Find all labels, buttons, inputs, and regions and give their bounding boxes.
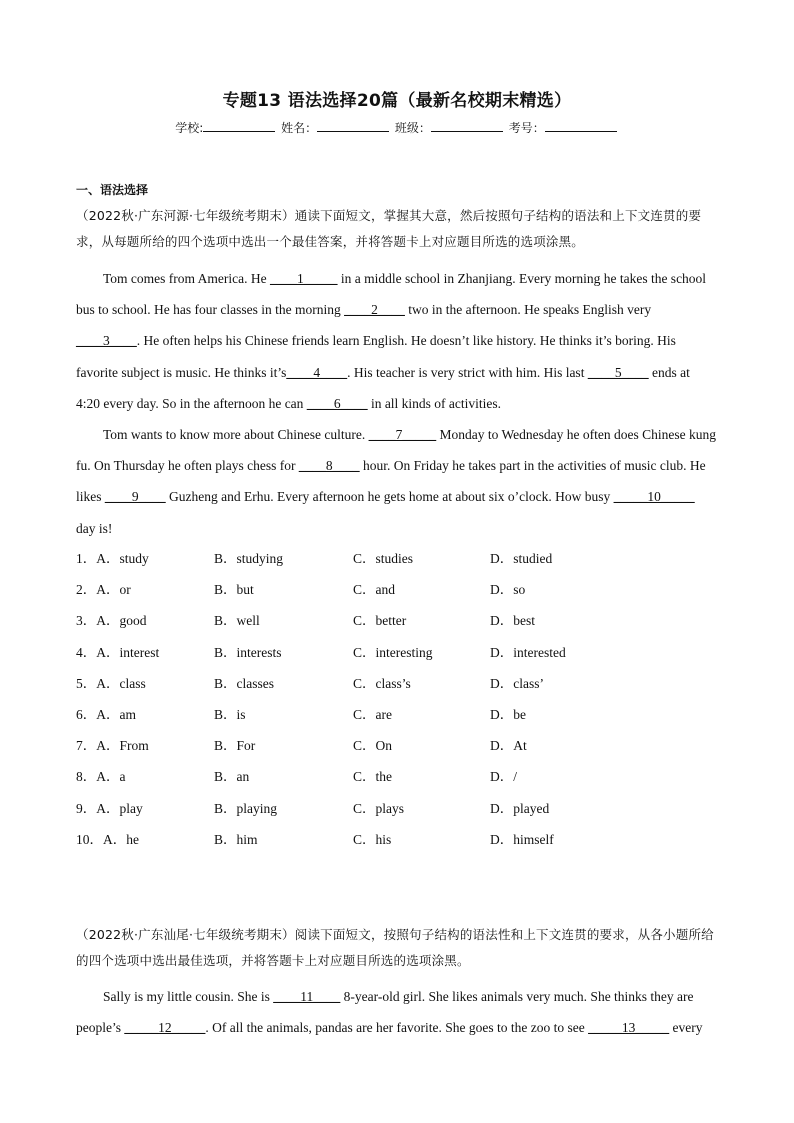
question-options-row — [76, 671, 716, 702]
text-run: day is! — [76, 520, 113, 536]
text-run: ends at 4:20 every day. So in the afternoon he can — [76, 364, 690, 411]
school-label: 学校: — [175, 121, 204, 135]
passage1-options — [76, 546, 716, 858]
name-blank[interactable] — [317, 119, 389, 132]
text-run: . He often helps his Chinese friends learn English. He doesn’t like history. He thinks it’s boring. His favorite subject is music. He thinks it’s — [76, 333, 676, 380]
question-options-row — [76, 733, 716, 764]
answer-blank-3: ____3____ — [76, 333, 137, 349]
text-run: every — [669, 1020, 703, 1036]
option-c: C．the — [353, 769, 392, 785]
answer-blank-1: ____1_____ — [270, 271, 338, 286]
text-run: . His teacher is very strict with him. His last — [347, 364, 588, 380]
name-label: 姓名： — [281, 121, 318, 135]
school-blank[interactable] — [203, 119, 275, 132]
answer-blank-13: _____13_____ — [588, 1020, 670, 1036]
number-label: 考号： — [508, 121, 545, 135]
question-options-row — [76, 764, 716, 795]
option-c: C．class’s — [353, 675, 411, 691]
class-label: 班级： — [394, 121, 431, 135]
option-a: 8．A．a — [76, 769, 126, 785]
option-a: 7．A．From — [76, 738, 149, 754]
section-heading: 一、语法选择 — [76, 183, 149, 197]
option-b: B．studying — [214, 551, 284, 566]
passage2-paragraph1 — [76, 981, 716, 1043]
option-b: B．well — [214, 613, 260, 629]
option-d: D．best — [490, 613, 535, 629]
option-c: C．his — [353, 831, 392, 847]
option-a: 9．A．play — [76, 800, 143, 816]
option-d: D．class’ — [490, 675, 544, 691]
option-d: D．/ — [490, 769, 517, 785]
question-options-row — [76, 640, 716, 671]
option-c: C．plays — [353, 800, 405, 816]
option-d: D．At — [490, 738, 527, 754]
option-c: C．studies — [353, 551, 414, 566]
option-b: B．playing — [214, 800, 277, 816]
answer-blank-4: ____4____ — [286, 364, 348, 380]
option-c: C．and — [353, 582, 395, 598]
option-d: D．be — [490, 706, 526, 722]
answer-blank-11: ____11____ — [273, 989, 341, 1004]
question-options-row — [76, 546, 716, 577]
question-options-row — [76, 577, 716, 608]
question-options-row — [76, 827, 716, 858]
passage1-paragraph1 — [76, 263, 716, 419]
number-blank[interactable] — [545, 119, 617, 132]
answer-blank-8: ____8____ — [298, 458, 360, 474]
option-c: C．interesting — [353, 644, 433, 660]
page-title: 专题13 语法选择20篇（最新名校期末精选） — [222, 91, 572, 111]
class-blank[interactable] — [431, 119, 503, 132]
option-b: B．classes — [214, 675, 274, 691]
text-run: hour. On Friday he takes part in the activities of music club. He likes — [76, 458, 706, 505]
answer-blank-7: ____7_____ — [368, 427, 437, 442]
option-d: D．so — [490, 582, 526, 598]
option-d: D．interested — [490, 644, 566, 660]
option-a: 6．A．am — [76, 706, 136, 722]
option-b: B．but — [214, 582, 254, 598]
student-info-line — [0, 119, 794, 136]
text-run: Tom wants to know more about Chinese culture. — [103, 427, 369, 442]
option-d: D．himself — [490, 831, 554, 847]
option-b: B．is — [214, 706, 246, 722]
text-run: two in the afternoon. He speaks English very — [404, 302, 652, 318]
answer-blank-2: ____2____ — [344, 302, 405, 318]
option-b: B．For — [214, 738, 256, 754]
text-run: Tom comes from America. He — [103, 271, 271, 286]
text-run: Guzheng and Erhu. Every afternoon he gets home at about six o’clock. How busy — [165, 489, 614, 505]
passage1-paragraph2 — [76, 419, 716, 544]
option-b: B．him — [214, 831, 258, 847]
option-c: C．On — [353, 738, 393, 754]
option-a: 1．A．study — [76, 551, 149, 566]
text-run: in a middle school in Zhanjiang. Every morning he takes the school bus to school. He has four classes in the morning — [76, 271, 707, 318]
option-a: 2．A．or — [76, 582, 131, 598]
option-a: 5．A．class — [76, 675, 146, 691]
option-a: 4．A．interest — [76, 644, 160, 660]
passage1-instructions: （2022秋·广东河源·七年级统考期末）通读下面短文，掌握其大意，然后按照句子结构的语法和上下文连贯的要求，从每题所给的四个选项中选出一个最佳答案，并将答题卡上对应题目所选的选项涂黑。 — [76, 208, 702, 249]
text-run: Monday to Wednesday he often does Chinese kung fu. On Thursday he often plays chess for — [76, 427, 717, 474]
text-run: 8-year-old girl. She likes animals very much. She thinks they are people’s — [76, 989, 694, 1036]
answer-blank-9: ____9____ — [104, 489, 166, 505]
option-c: C．are — [353, 706, 392, 722]
option-c: C．better — [353, 613, 407, 629]
option-b: B．interests — [214, 644, 282, 660]
answer-blank-6: ____6____ — [306, 395, 368, 411]
option-a: 10．A．he — [76, 831, 139, 847]
passage2-instructions: （2022秋·广东汕尾·七年级统考期末）阅读下面短文，按照句子结构的语法性和上下文连贯的要求，从各小题所给的四个选项中选出最佳选项，并将答题卡上对应题目所选的选项涂黑。 — [76, 927, 714, 968]
answer-blank-5: ____5____ — [587, 364, 649, 380]
text-run: Sally is my little cousin. She is — [103, 989, 274, 1004]
answer-blank-10: _____10_____ — [613, 489, 695, 505]
option-d: D．studied — [490, 551, 553, 566]
option-a: 3．A．good — [76, 613, 147, 629]
question-options-row — [76, 608, 716, 639]
answer-blank-12: _____12_____ — [124, 1020, 206, 1036]
option-b: B．an — [214, 769, 250, 785]
question-options-row — [76, 796, 716, 827]
text-run: in all kinds of activities. — [367, 395, 502, 411]
option-d: D．played — [490, 800, 550, 816]
text-run: . Of all the animals, pandas are her favorite. She goes to the zoo to see — [205, 1020, 589, 1036]
question-options-row — [76, 702, 716, 733]
